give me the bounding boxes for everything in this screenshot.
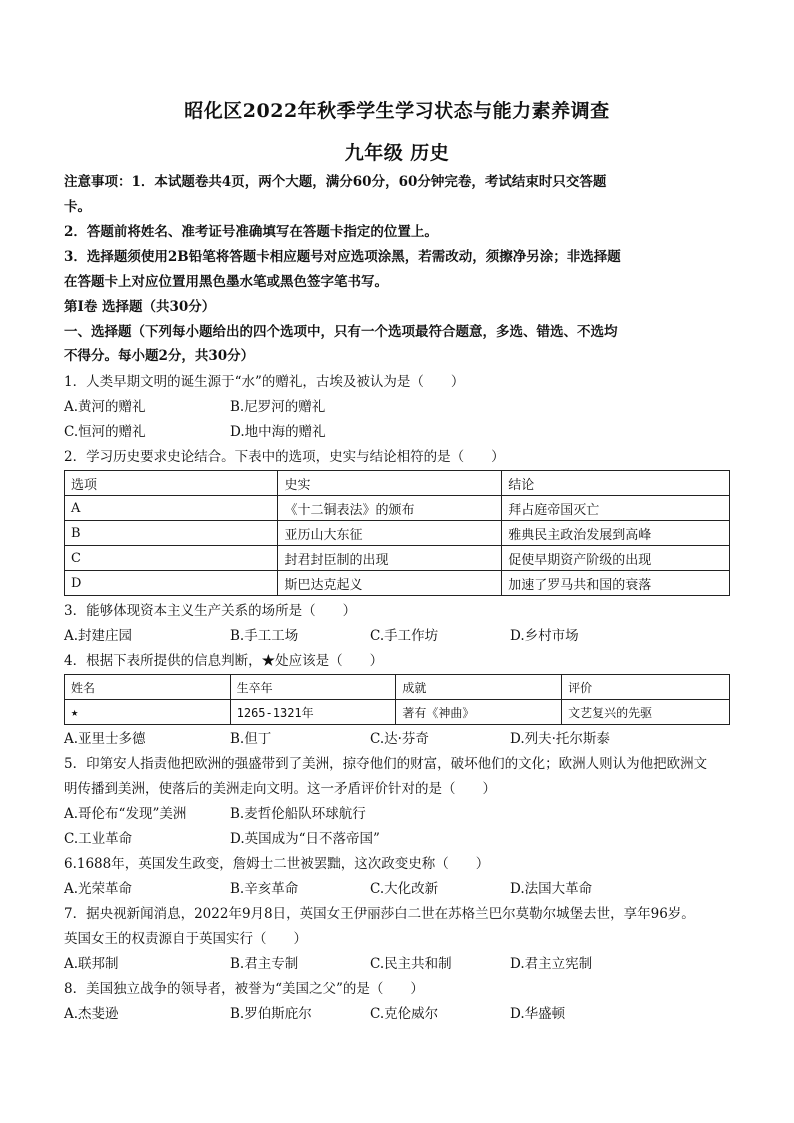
q5-option-a: A.哥伦布“发现”美洲 [64,806,187,822]
table-row [65,546,730,571]
section-heading-1: 一、选择题（下列每小题给出的四个选项中，只有一个选项最符合题意，多选、错选、不选均 [64,324,618,340]
q4-option-a: A.亚里士多德 [64,731,146,747]
table-header-cell: 结论 [502,471,730,496]
table-row [65,496,730,521]
table-cell: 1265-1321年 [230,700,396,725]
q4-table [64,674,730,725]
notice-line-5: 在答题卡上对应位置用黑色墨水笔或黑色签字笔书写。 [64,274,388,290]
table-row [65,571,730,596]
q8-option-a: A.杰斐逊 [64,1006,119,1022]
table-header-row [65,471,730,496]
q4-stem: 4．根据下表所提供的信息判断，★处应该是（ ） [64,653,384,669]
q4-option-c: C.达·芬奇 [370,731,429,747]
table-cell: 雅典民主政治发展到高峰 [502,521,730,546]
table-header-cell: 姓名 [65,675,231,700]
q3-option-a: A.封建庄园 [64,628,133,644]
q5-option-b: B.麦哲伦船队环球航行 [230,806,366,822]
notice-line-2: 卡。 [64,199,91,215]
q3-option-d: D.乡村市场 [510,628,579,644]
table-header-cell: 史实 [278,471,502,496]
q6-option-b: B.辛亥革命 [230,881,299,897]
q2-table [64,470,730,596]
table-cell: 斯巴达克起义 [278,571,502,596]
notice-line-1: 注意事项：1．本试题卷共4页，两个大题，满分60分，60分钟完卷，考试结束时只交答题 [64,174,607,190]
q3-option-b: B.手工工场 [230,628,299,644]
table-cell: 《十二铜表法》的颁布 [278,496,502,521]
table-cell: 封君封臣制的出现 [278,546,502,571]
table-cell: 文艺复兴的先驱 [562,700,730,725]
table-row [65,521,730,546]
q6-option-a: A.光荣革命 [64,881,133,897]
table-header-cell: 评价 [562,675,730,700]
table-header-cell: 选项 [65,471,278,496]
q1-option-b: B.尼罗河的赠礼 [230,399,326,415]
q4-option-d: D.列夫·托尔斯泰 [510,731,610,747]
q8-stem: 8．美国独立战争的领导者，被誉为“美国之父”的是（ ） [64,981,424,997]
table-cell: 加速了罗马共和国的衰落 [502,571,730,596]
q7-stem-1: 7．据央视新闻消息，2022年9月8日，英国女王伊丽莎白二世在苏格兰巴尔莫勒尔城堡去世，享年96岁。 [64,906,695,922]
q7-option-c: C.民主共和制 [370,956,452,972]
notice-line-4: 3．选择题须使用2B铅笔将答题卡相应题号对应选项涂黑，若需改动，须擦净另涂；非选择题 [64,249,621,265]
table-header-cell: 成就 [396,675,562,700]
q3-stem: 3．能够体现资本主义生产关系的场所是（ ） [64,603,357,619]
table-header-cell: 生卒年 [230,675,396,700]
q5-option-d: D.英国成为“日不落帝国” [230,831,380,847]
q5-stem-1: 5．印第安人指责他把欧洲的强盛带到了美洲，掠夺他们的财富，破坏他们的文化；欧洲人则认为他把欧洲文 [64,756,708,772]
q1-option-c: C.恒河的赠礼 [64,424,146,440]
table-row [65,700,730,725]
table-cell: 著有《神曲》 [396,700,562,725]
table-cell: B [65,521,278,546]
q1-option-a: A.黄河的赠礼 [64,399,146,415]
table-cell: 亚历山大东征 [278,521,502,546]
table-cell: ★ [65,700,231,725]
table-header-row [65,675,730,700]
notice-line-3: 2．答题前将姓名、准考证号准确填写在答题卡指定的位置上。 [64,224,438,240]
q4-option-b: B.但丁 [230,731,272,747]
q7-option-b: B.君主专制 [230,956,299,972]
q7-option-a: A.联邦制 [64,956,119,972]
q1-option-d: D.地中海的赠礼 [230,424,326,440]
q7-option-d: D.君主立宪制 [510,956,593,972]
q2-stem: 2．学习历史要求史论结合。下表中的选项，史实与结论相符的是（ ） [64,449,505,465]
table-cell: D [65,571,278,596]
q6-option-c: C.大化改新 [370,881,439,897]
table-cell: A [65,496,278,521]
table-cell: 拜占庭帝国灭亡 [502,496,730,521]
exam-title: 昭化区2022年秋季学生学习状态与能力素养调查 [184,100,610,122]
q1-stem: 1．人类早期文明的诞生源于“水”的赠礼，古埃及被认为是（ ） [64,374,465,390]
q8-option-c: C.克伦威尔 [370,1006,439,1022]
q6-option-d: D.法国大革命 [510,881,593,897]
q3-option-c: C.手工作坊 [370,628,439,644]
q5-option-c: C.工业革命 [64,831,133,847]
table-cell: C [65,546,278,571]
section-heading-2: 不得分。每小题2分，共30分） [64,348,255,364]
table-cell: 促使早期资产阶级的出现 [502,546,730,571]
exam-subtitle: 九年级 历史 [344,142,450,164]
q6-stem: 6.1688年，英国发生政变，詹姆士二世被罢黜，这次政变史称（ ） [64,856,490,872]
q5-stem-2: 明传播到美洲，使落后的美洲走向文明。这一矛盾评价针对的是（ ） [64,781,496,797]
q8-option-d: D.华盛顿 [510,1006,566,1022]
part-heading: 第Ⅰ卷 选择题（共30分） [64,299,216,315]
q8-option-b: B.罗伯斯庇尔 [230,1006,312,1022]
q7-stem-2: 英国女王的权责源自于英国实行（ ） [64,931,307,947]
